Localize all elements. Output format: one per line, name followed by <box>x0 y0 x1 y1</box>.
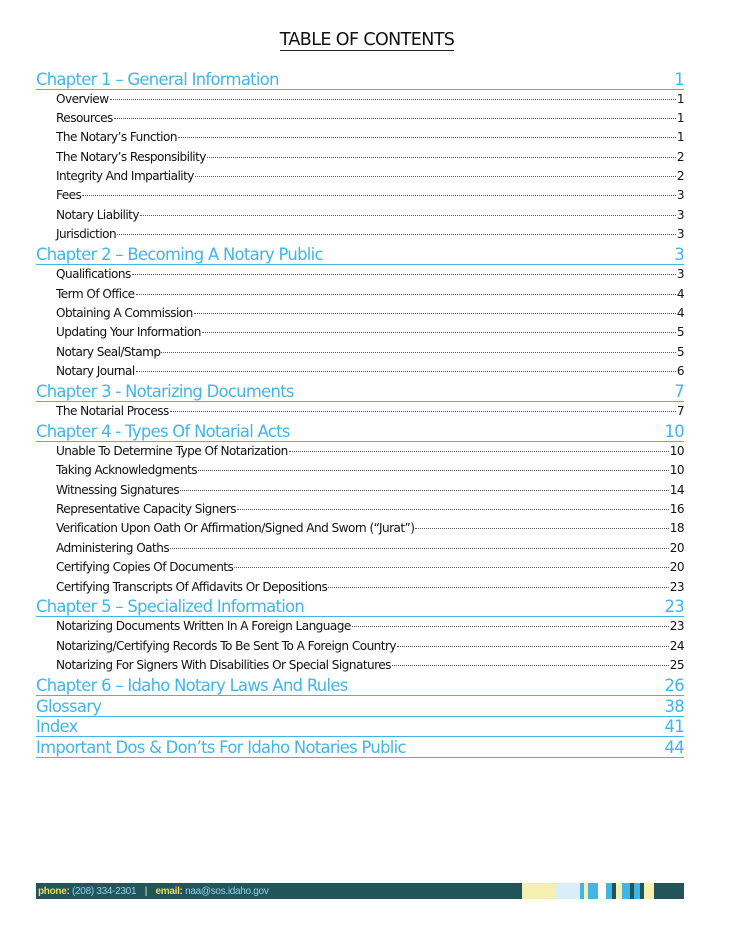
toc-section-entry[interactable] <box>36 148 684 167</box>
page-number: 3 <box>676 227 684 242</box>
dot-leader <box>178 137 676 138</box>
toc-section-entry[interactable] <box>36 461 684 480</box>
dot-leader <box>202 332 676 333</box>
section-title: Obtaining A Commission <box>56 305 193 320</box>
page-number: 3 <box>676 207 684 222</box>
toc-section-entry[interactable] <box>36 206 684 225</box>
toc-section-entry[interactable] <box>36 304 684 323</box>
toc-chapter-entry[interactable] <box>36 737 684 758</box>
dot-leader <box>132 274 676 275</box>
dot-leader <box>110 99 676 100</box>
section-title: Fees <box>56 188 82 203</box>
toc-section-entry[interactable] <box>36 343 684 362</box>
toc-chapter-entry[interactable] <box>36 69 684 90</box>
chapter-title: Chapter 3 - Notarizing Documents <box>36 381 294 401</box>
page-number: 10 <box>669 443 684 458</box>
section-title: Notarizing/Certifying Records To Be Sent To A Foreign Country <box>56 638 397 653</box>
toc-section-entry[interactable] <box>36 265 684 284</box>
dot-leader <box>392 665 669 666</box>
toc-chapter-entry[interactable] <box>36 676 684 697</box>
toc-section-entry[interactable] <box>36 323 684 342</box>
section-title: Administering Oaths <box>56 540 170 555</box>
footer-decor-block <box>588 883 598 899</box>
toc-chapter-entry[interactable] <box>36 245 684 266</box>
page-number: 1 <box>676 130 684 145</box>
section-title: Witnessing Signatures <box>56 482 180 497</box>
toc-section-entry[interactable] <box>36 128 684 147</box>
toc-section-entry[interactable] <box>36 481 684 500</box>
dot-leader <box>180 490 669 491</box>
footer-decor-block <box>522 883 556 899</box>
section-title: Notary Seal/Stamp <box>56 344 161 359</box>
dot-leader <box>161 352 675 353</box>
section-title: Term Of Office <box>56 286 135 301</box>
dot-leader <box>117 234 676 235</box>
page-number: 10 <box>664 421 684 441</box>
page-number: 5 <box>676 344 684 359</box>
dot-leader <box>140 215 676 216</box>
section-title: Taking Acknowledgments <box>56 463 197 478</box>
toc-section-entry[interactable] <box>36 90 684 109</box>
section-title: Qualifications <box>56 267 131 282</box>
page-number: 4 <box>676 305 684 320</box>
toc-section-entry[interactable] <box>36 225 684 244</box>
section-title: Jurisdiction <box>56 227 117 242</box>
section-title: Unable To Determine Type Of Notarization <box>56 443 288 458</box>
section-title: Notarizing Documents Written In A Foreign Language <box>56 619 351 634</box>
page-number: 1 <box>674 69 684 89</box>
footer-decor-block <box>644 883 654 899</box>
footer-decor-block <box>634 883 640 899</box>
page-number: 5 <box>676 325 684 340</box>
toc-section-entry[interactable] <box>36 402 684 421</box>
section-title: Resources <box>56 110 113 125</box>
dot-leader <box>136 294 676 295</box>
toc-section-entry[interactable] <box>36 285 684 304</box>
chapter-title: Chapter 2 – Becoming A Notary Public <box>36 245 323 265</box>
page-number: 7 <box>676 403 684 418</box>
page-number: 3 <box>676 267 684 282</box>
email-address: naa@sos.idaho.gov <box>185 885 269 897</box>
page-number: 38 <box>664 696 684 716</box>
section-title: The Notarial Process <box>56 403 169 418</box>
dot-leader <box>352 626 669 627</box>
toc-title <box>0 30 734 50</box>
chapter-title: Chapter 1 – General Information <box>36 69 279 89</box>
email-label: email: <box>155 885 183 897</box>
dot-leader <box>136 371 676 372</box>
toc-section-entry[interactable] <box>36 558 684 577</box>
toc-section-entry[interactable] <box>36 186 684 205</box>
page-number: 25 <box>669 658 684 673</box>
section-title: The Notary’s Function <box>56 130 177 145</box>
page-footer <box>36 883 684 899</box>
page-number: 18 <box>669 521 684 536</box>
page-number: 23 <box>669 579 684 594</box>
dot-leader <box>82 195 676 196</box>
dot-leader <box>328 587 668 588</box>
page-number: 1 <box>676 91 684 106</box>
section-title: Certifying Transcripts Of Affidavits Or Depositions <box>56 579 328 594</box>
toc-section-entry[interactable] <box>36 637 684 656</box>
dot-leader <box>195 176 676 177</box>
section-title: Integrity And Impartiality <box>56 169 194 184</box>
footer-separator: | <box>144 885 147 897</box>
toc-chapter-entry[interactable] <box>36 381 684 402</box>
toc-section-entry[interactable] <box>36 167 684 186</box>
footer-decor-block <box>556 883 580 899</box>
toc-section-entry[interactable] <box>36 500 684 519</box>
page-number: 16 <box>669 502 684 517</box>
page-number: 41 <box>664 717 684 737</box>
page-number: 20 <box>669 540 684 555</box>
toc-chapter-entry[interactable] <box>36 696 684 717</box>
footer-decor-block <box>606 883 612 899</box>
dot-leader <box>198 470 669 471</box>
dot-leader <box>170 411 676 412</box>
section-title: Notarizing For Signers With Disabilities Or Special Signatures <box>56 658 391 673</box>
page-number: 14 <box>669 482 684 497</box>
page-number: 23 <box>669 619 684 634</box>
page-number: 2 <box>676 169 684 184</box>
chapter-title: Chapter 4 - Types Of Notarial Acts <box>36 421 290 441</box>
dot-leader <box>397 646 669 647</box>
page-number: 24 <box>669 638 684 653</box>
page-number: 44 <box>664 737 684 757</box>
section-title: Updating Your Information <box>56 325 201 340</box>
section-title: Notary Liability <box>56 207 139 222</box>
dot-leader <box>194 313 676 314</box>
dot-leader <box>114 118 676 119</box>
footer-decor-block <box>622 883 630 899</box>
toc-section-entry[interactable] <box>36 617 684 636</box>
page-number: 26 <box>664 676 684 696</box>
section-title: The Notary’s Responsibility <box>56 149 206 164</box>
toc-section-entry[interactable] <box>36 578 684 597</box>
toc-section-entry[interactable] <box>36 539 684 558</box>
page-number: 2 <box>676 149 684 164</box>
dot-leader <box>415 528 668 529</box>
toc-chapter-entry[interactable] <box>36 421 684 442</box>
page-number: 20 <box>669 560 684 575</box>
footer-contact <box>36 886 269 897</box>
page-number: 7 <box>674 381 684 401</box>
section-title: Verification Upon Oath Or Affirmation/Signed And Sworn (“Jurat”) <box>56 521 415 536</box>
toc-title-text: TABLE OF CONTENTS <box>279 30 455 50</box>
table-of-contents <box>36 69 684 758</box>
section-title: Certifying Copies Of Documents <box>56 560 234 575</box>
chapter-title: Index <box>36 717 78 737</box>
chapter-title: Glossary <box>36 696 102 716</box>
page-number: 3 <box>676 188 684 203</box>
page-number: 4 <box>676 286 684 301</box>
toc-section-entry[interactable] <box>36 109 684 128</box>
dot-leader <box>237 509 669 510</box>
page-number: 6 <box>676 364 684 379</box>
toc-section-entry[interactable] <box>36 519 684 538</box>
dot-leader <box>170 548 669 549</box>
page-number: 1 <box>676 110 684 125</box>
toc-section-entry[interactable] <box>36 362 684 381</box>
dot-leader <box>207 157 676 158</box>
toc-chapter-entry[interactable] <box>36 597 684 618</box>
chapter-title: Chapter 6 – Idaho Notary Laws And Rules <box>36 676 348 696</box>
dot-leader <box>234 567 668 568</box>
toc-section-entry[interactable] <box>36 442 684 461</box>
toc-chapter-entry[interactable] <box>36 717 684 738</box>
dot-leader <box>289 451 669 452</box>
phone-label: phone: <box>38 885 70 897</box>
section-title: Overview <box>56 91 109 106</box>
page-number: 23 <box>664 597 684 617</box>
page-number: 10 <box>669 463 684 478</box>
phone-number: (208) 334-2301 <box>72 885 137 897</box>
footer-decor-block <box>598 883 606 899</box>
toc-section-entry[interactable] <box>36 656 684 675</box>
chapter-title: Chapter 5 – Specialized Information <box>36 597 305 617</box>
page-number: 3 <box>674 245 684 265</box>
section-title: Representative Capacity Signers <box>56 502 236 517</box>
section-title: Notary Journal <box>56 364 135 379</box>
chapter-title: Important Dos & Don’ts For Idaho Notaries Public <box>36 737 406 757</box>
